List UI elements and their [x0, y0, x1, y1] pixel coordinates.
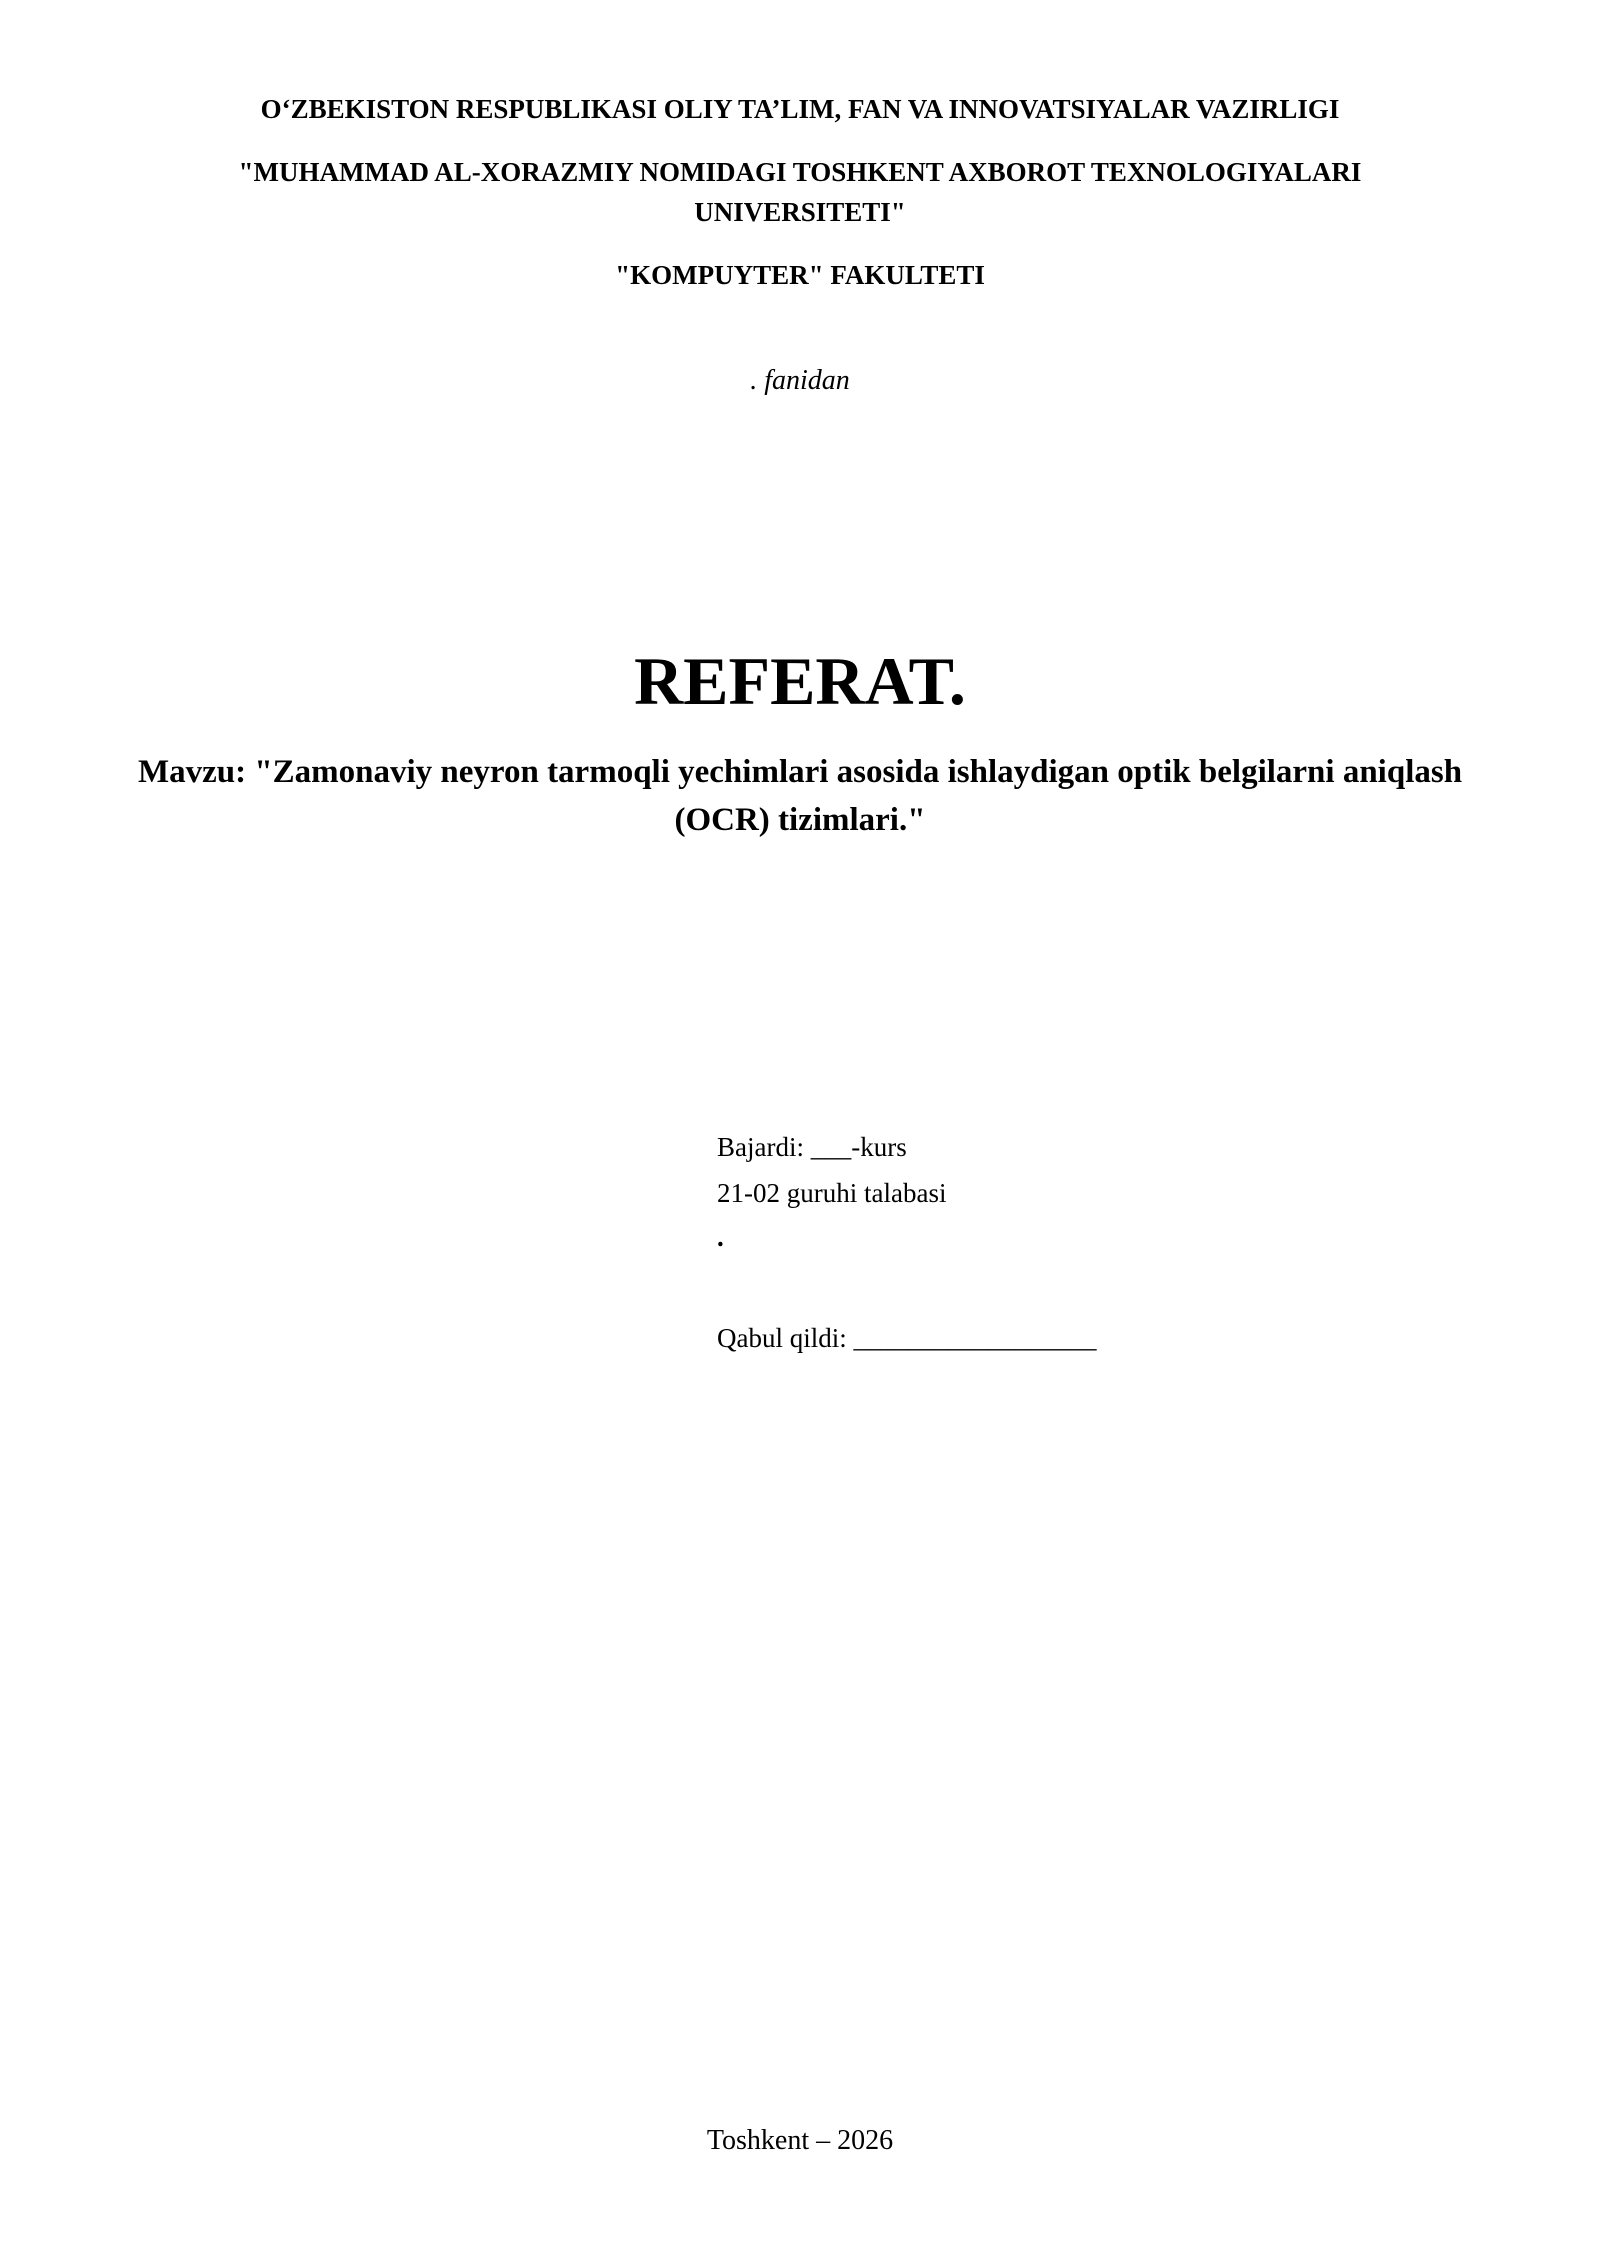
place-and-year: Toshkent – 2026 [706, 2125, 894, 2156]
university-heading-line1: "MUHAMMAD AL-XORAZMIY NOMIDAGI TOSHKENT AXBOROT TEXNOLOGIYALARI [238, 157, 1362, 187]
ministry-heading: O‘ZBEKISTON RESPUBLIKASI OLIY TA’LIM, FAN VA INNOVATSIYALAR VAZIRLIGI [260, 94, 1340, 124]
student-group: 21-02 guruhi talabasi [717, 1178, 947, 1208]
performed-by: Bajardi: ___-kurs [717, 1132, 907, 1162]
faculty-heading: "KOMPUYTER" FAKULTETI [615, 260, 985, 290]
accepted-by: Qabul qildi: __________________ [717, 1323, 1097, 1353]
subject-line2: (OCR) tizimlari." [674, 802, 926, 838]
document-title: REFERAT. [634, 643, 966, 719]
course-name: . fanidan [750, 365, 850, 396]
university-heading-line2: UNIVERSITETI" [694, 197, 906, 227]
subject-line1: Mavzu: "Zamonaviy neyron tarmoqli yechimlari asosida ishlaydigan optik belgilarni aniqlash [137, 754, 1463, 790]
student-name: . [717, 1222, 724, 1252]
